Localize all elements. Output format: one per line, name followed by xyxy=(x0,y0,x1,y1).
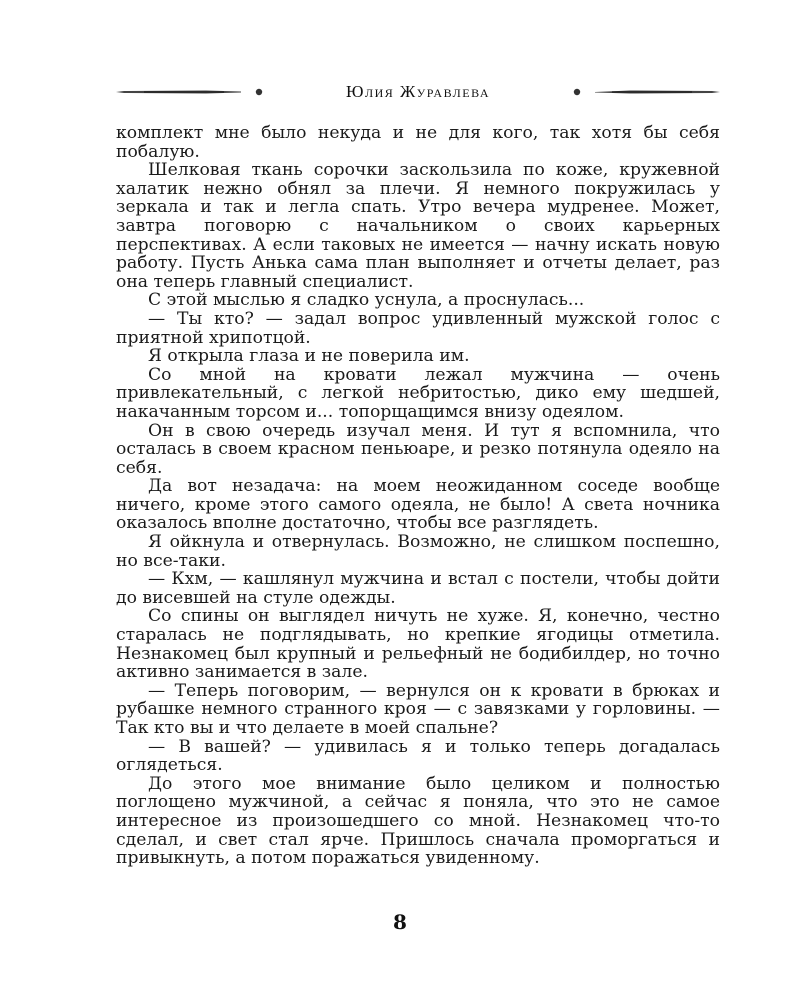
paragraph: — Кхм, — кашлянул мужчина и встал с постели, чтобы дойти до висевшей на стуле одежды. xyxy=(116,569,720,608)
paragraph: Он в свою очередь изучал меня. И тут я вспомнила, что осталась в своем красном пеньюаре, и резко потянула одеяло на себя. xyxy=(116,420,720,478)
paragraph: — Теперь поговорим, — вернулся он к кровати в брюках и рубашке немного странного кроя — с завязками у горловины. — Так кто вы и что делаете в моей спальне? xyxy=(116,680,720,738)
paragraph: Шелковая ткань сорочки заскользила по коже, кружевной халатик нежно обнял за плечи. Я немного покружилась у зеркала и так и легла спать. Утро вечера мудренее. Может, завтра поговорю с начальником о своих карьерных перспективах. А если таковых не имеется — начну искать новую работу. Пусть Анька сама план выполняет и отчеты делает, раз она теперь главный специалист. xyxy=(116,160,720,292)
paragraph: Я открыла глаза и не поверила им. xyxy=(148,346,470,367)
paragraph: Со спины он выглядел ничуть не хуже. Я, конечно, честно старалась не подглядывать, но крепкие ягодицы отметила. Незнакомец был крупный и рельефный не бодибилдер, но точно активно занимается в зале. xyxy=(116,606,720,683)
paragraph: До этого мое внимание было целиком и полностью поглощено мужчиной, а сейчас я поняла, что это не самое интересное из произошедшего со мной. Незнакомец что-то сделал, и свет стал ярче. Пришлось сначала проморгаться и привыкнуть, а потом поражаться увиденному. xyxy=(116,773,720,869)
paragraph: комплект мне было некуда и не для кого, так хотя бы себя побалую. xyxy=(116,123,720,162)
body-text xyxy=(116,124,720,868)
paragraph: Да вот незадача: на моем неожиданном соседе вообще ничего, кроме этого самого одеяла, не было! А света ночника оказалось вполне достаточно, чтобы все разглядеть. xyxy=(116,476,720,534)
paragraph: — В вашей? — удивилась я и только теперь догадалась оглядеться. xyxy=(116,736,720,776)
paragraph: Со мной на кровати лежал мужчина — очень привлекательный, с легкой небритостью, дико ему шедшей, накачанным торсом и... топорщащимся внизу одеялом. xyxy=(116,364,720,422)
running-header xyxy=(116,80,720,104)
author-name: Юлия Журавлева xyxy=(346,82,490,101)
paragraph: — Ты кто? — задал вопрос удивленный мужской голос с приятной хрипотцой. xyxy=(116,308,720,348)
page-number: 8 xyxy=(393,910,407,934)
paragraph: Я ойкнула и отвернулась. Возможно, не слишком поспешно, но все-таки. xyxy=(116,532,720,571)
paragraph: С этой мыслью я сладко уснула, а проснулась... xyxy=(148,290,585,311)
